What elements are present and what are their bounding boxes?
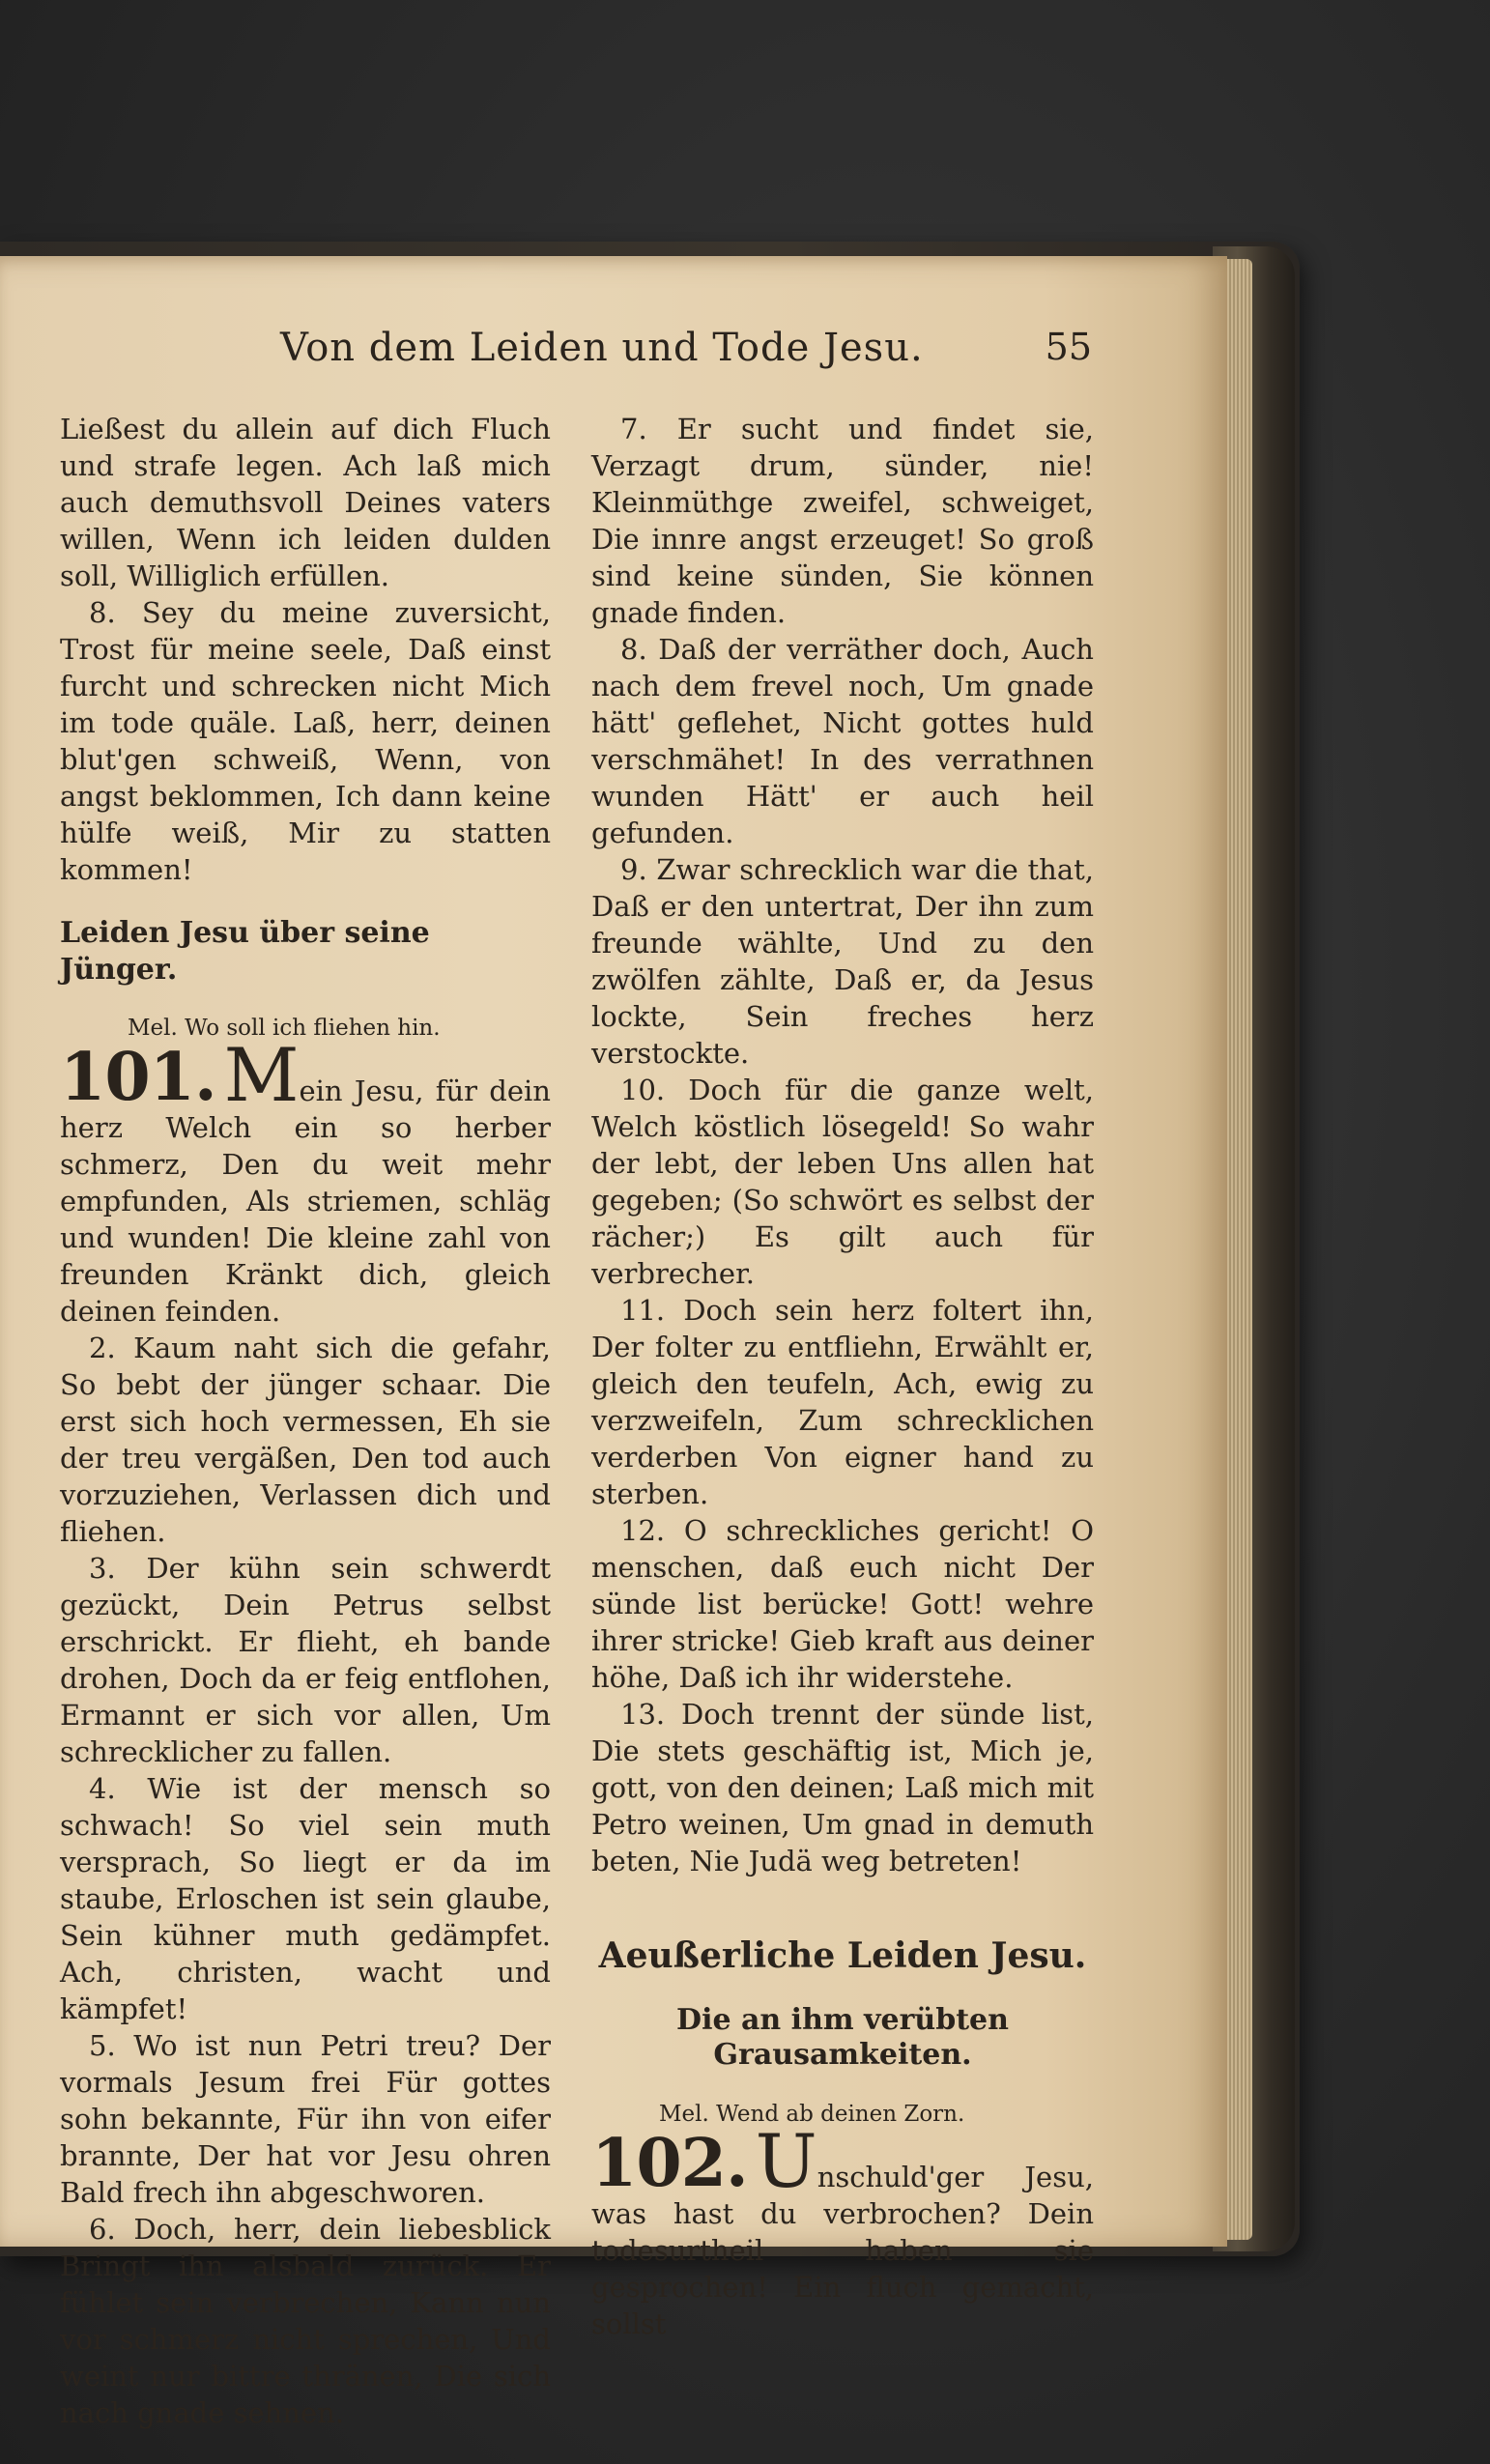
melody-101: Mel. Wo soll ich fliehen hin. [128,1016,441,1041]
section-title-aeusserliche: Aeußerliche Leiden Jesu. [598,1935,1087,1976]
stanza-continuation: Ließest du allein auf dich Fluch und strafe legen. Ach laß mich auch demuthsvoll Deines vaters willen, Wenn ich leiden dulden soll, Williglich erfüllen. [60,413,551,592]
melody-102: Mel. Wend ab deinen Zorn. [659,2102,965,2127]
stanza-2: 2. Kaum naht sich die gefahr, So bebt der jünger schaar. Die erst sich hoch vermessen, Eh sie der treu vergäßen, Den tod auch vorzuziehen, Verlassen dich und fliehen. [60,1332,551,1548]
hymn-number-101: 101. [60,1039,216,1116]
hymn-101-text: ein Jesu, für dein herz Welch ein so herber schmerz, Den du weit mehr empfunden, Als striemen, schläg und wunden! Die kleine zahl von freunden Kränkt dich, gleich deinen feinden. [60,1074,551,1328]
hymn-102-start [591,2118,1094,2342]
stanza-8-left: 8. Sey du meine zuversicht, Trost für meine seele, Daß einst furcht und schrecken nicht Mich im tode quäle. Laß, herr, deinen blut'gen schweiß, Wenn, von angst beklommen, Ich dann keine hülfe weiß, Mir zu statten kommen! [60,596,551,886]
stanza-13: 13. Doch trennt der sünde list, Die stets geschäftig ist, Mich je, gott, von den deinen; Laß mich mit Petro weinen, Um gnad in demuth beten, Nie Judä weg betreten! [591,1698,1094,1877]
hymn-101-start [60,1032,551,1330]
stanza-9: 9. Zwar schrecklich war die that, Daß er den untertrat, Der ihn zum freunde wählte, Und zu den zwölfen zählte, Daß er, da Jesus lockte, Sein freches herz verstockte. [591,853,1094,1070]
stanza-6: 6. Doch, herr, dein liebesblick Bringt ihn alsbald zurück. Er fühlet sein verbrechen, Kann nun vor schmerz nicht sprechen, Und weint nur bittre thränen, Die sich nach gnade sehnen. [60,2213,551,2429]
hymn-101-initial: M [223,1032,300,1118]
stanza-10: 10. Doch für die ganze welt, Welch köstlich lösegeld! So wahr der lebt, der leben Uns allen hat gegeben; (So schwört es selbst der rächer;) Es gilt auch für verbrecher. [591,1074,1094,1290]
page-content [0,256,1227,2429]
running-head: Von dem Leiden und Tode Jesu. [280,326,924,370]
stanza-11: 11. Doch sein herz foltert ihn, Der folter zu entfliehn, Erwählt er, gleich den teufeln, Ach, ewig zu verzweifeln, Zum schrecklichen verderben Von eigner hand zu sterben. [591,1294,1094,1510]
left-column [60,411,551,2431]
book-page [0,256,1227,2429]
hymn-102-text: nschuld'ger Jesu, was hast du verbrochen? Dein todesurtheil haben sie gesprochen! Ein fluch gemacht, sollst [591,2161,1094,2340]
hymn-number-102: 102. [591,2125,748,2202]
page-number: 55 [1045,326,1092,368]
hymn-102-initial: U [755,2118,817,2204]
stanza-7: 7. Er sucht und findet sie, Verzagt drum, sünder, nie! Kleinmüthge zweifel, schweiget, Die innre angst erzeuget! So groß sind keine sünden, Sie können gnade finden. [591,413,1094,629]
stanza-3: 3. Der kühn sein schwerdt gezückt, Dein Petrus selbst erschrickt. Er flieht, eh bande drohen, Doch da er feig entflohen, Ermannt er sich vor allen, Um schrecklicher zu fallen. [60,1552,551,1768]
section-title-juenger: Leiden Jesu über seine Jünger. [60,916,430,987]
stanza-12: 12. O schreckliches gericht! O menschen, daß euch nicht Der sünde list berücke! Gott! wehre ihrer stricke! Gieb kraft aus deiner höhe, Daß ich ihr widerstehe. [591,1514,1094,1694]
stanza-4: 4. Wie ist der mensch so schwach! So viel sein muth versprach, So liegt er da im staube, Erloschen ist sein glaube, Sein kühner muth gedämpfet. Ach, christen, wacht und kämpfet! [60,1772,551,2025]
right-column [591,411,1094,2342]
subsection-title-grausamkeiten: Die an ihm verübten Grausamkeiten. [676,2003,1009,2072]
stanza-5: 5. Wo ist nun Petri treu? Der vormals Jesum frei Für gottes sohn bekannte, Für ihn von eifer brannte, Der hat vor Jesu ohren Bald frech ihn abgeschworen. [60,2029,551,2209]
stanza-8-right: 8. Daß der verräther doch, Auch nach dem frevel noch, Um gnade hätt' geflehet, Nicht gottes huld verschmähet! In des verrathnen wunden Hätt' er auch heil gefunden. [591,633,1094,849]
